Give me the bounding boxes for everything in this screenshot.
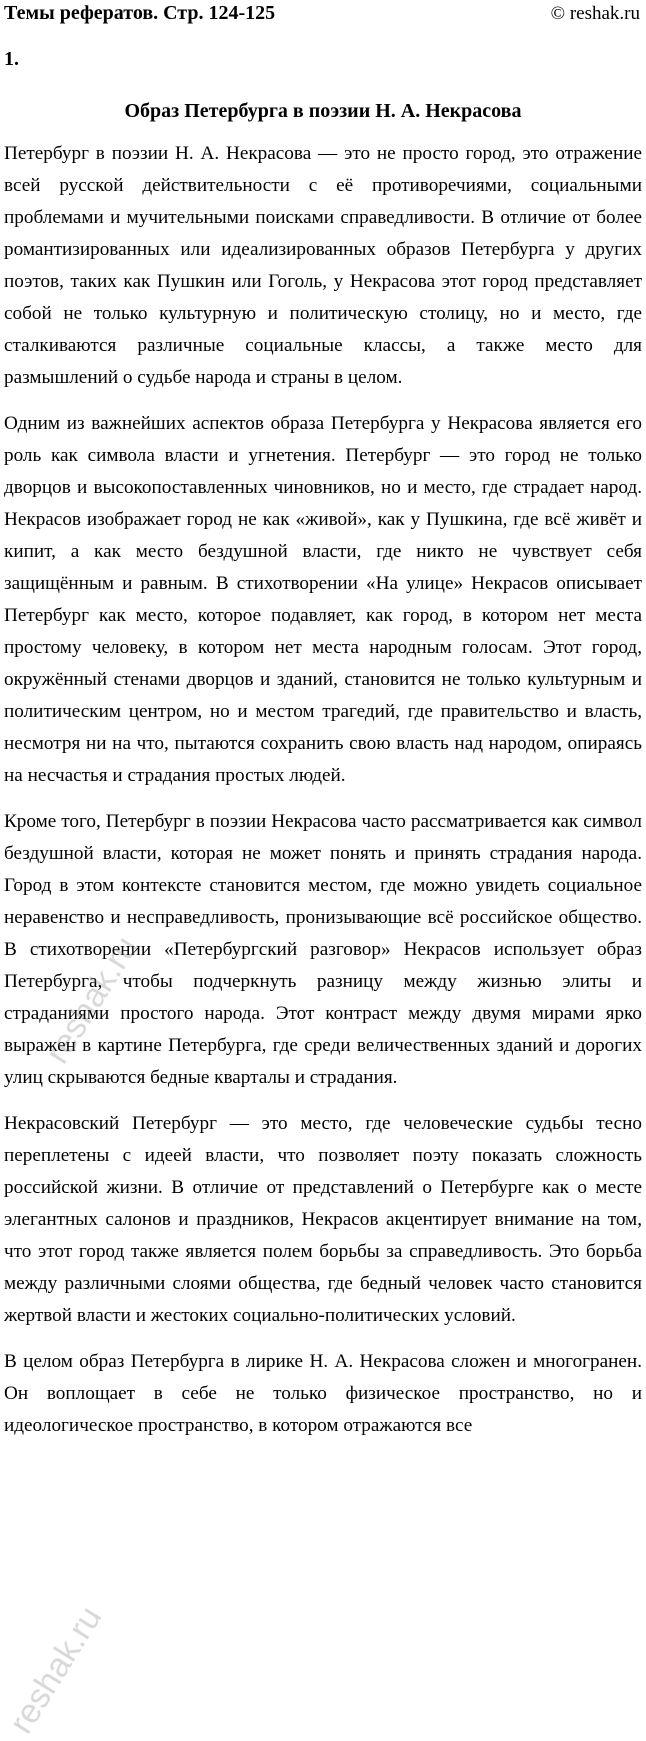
paragraph-2: Одним из важнейших аспектов образа Петербурга у Некрасова является его роль как символа власти и угнетения. Петербург — это город не только дворцов и высокопоставленных чиновников, но и место, где страдает народ. Некрасов изображает город не как «живой», как у Пушкина, где всё живёт и кипит, а как место бездушной власти, где никто не чувствует себя защищённым и равным. В стихотворении «На улице» Некрасов описывает Петербург как место, которое подавляет, как город, в котором нет места простому человеку, в котором нет места народным голосам. Этот город, окружённый стенами дворцов и зданий, становится не только культурным и политическим центром, но и местом трагедий, где правительство и власть, несмотря ни на что, пытаются сохранить свою власть над народом, опираясь на несчастья и страдания простых людей. [4,413,642,786]
paragraph-3: Кроме того, Петербург в поэзии Некрасова часто рассматривается как символ бездушной власти, которая не может понять и принять страдания народа. Город в этом контексте становится местом, где можно увидеть социальное неравенство и несправедливость, пронизывающие всё российское общество. В стихотворении «Петербургский разговор» Некрасов использует образ Петербурга, чтобы подчеркнуть разницу между жизнью элиты и страданиями простого народа. Этот контраст между двумя мирами ярко выражен в картине Петербурга, где среди величественных зданий и дорогих улиц скрываются бедные кварталы и страдания. [4,811,642,1088]
paragraph-5: В целом образ Петербурга в лирике Н. А. Некрасова сложен и многогранен. Он воплощает в себе не только физическое пространство, но и идеологическое пространство, в котором отражаются все [4,1351,642,1436]
watermark-bottom: reshak.ru [2,1599,110,1741]
header-source: © reshak.ru [550,3,640,24]
paragraph-4: Некрасовский Петербург — это место, где человеческие судьбы тесно переплетены с идеей власти, что позволяет поэту показать сложность российской жизни. В отличие от представлений о Петербурге как о месте элегантных салонов и праздников, Некрасов акцентирует внимание на том, что этот город также является полем борьбы за справедливость. Это борьба между различными слоями общества, где бедный человек часто становится жертвой власти и жестоких социально-политических условий. [4,1113,642,1326]
task-number: 1. [4,48,19,70]
paragraph-1: Петербург в поэзии Н. А. Некрасова — это не просто город, это отражение всей русской действительности с её противоречиями, социальными проблемами и мучительными поисками справедливости. В отличие от более романтизированных или идеализированных образов Петербурга у других поэтов, таких как Пушкин или Гоголь, у Некрасова этот город представляет собой не только культурную и политическую столицу, но и место, где сталкиваются различные социальные классы, а также место для размышлений о судьбе народа и страны в целом. [4,143,642,388]
header-title: Темы рефератов. Стр. 124-125 [4,2,276,24]
page-header [4,0,642,26]
essay-title: Образ Петербурга в поэзии Н. А. Некрасова [124,100,522,122]
watermark: reshak.ru [38,929,146,1071]
